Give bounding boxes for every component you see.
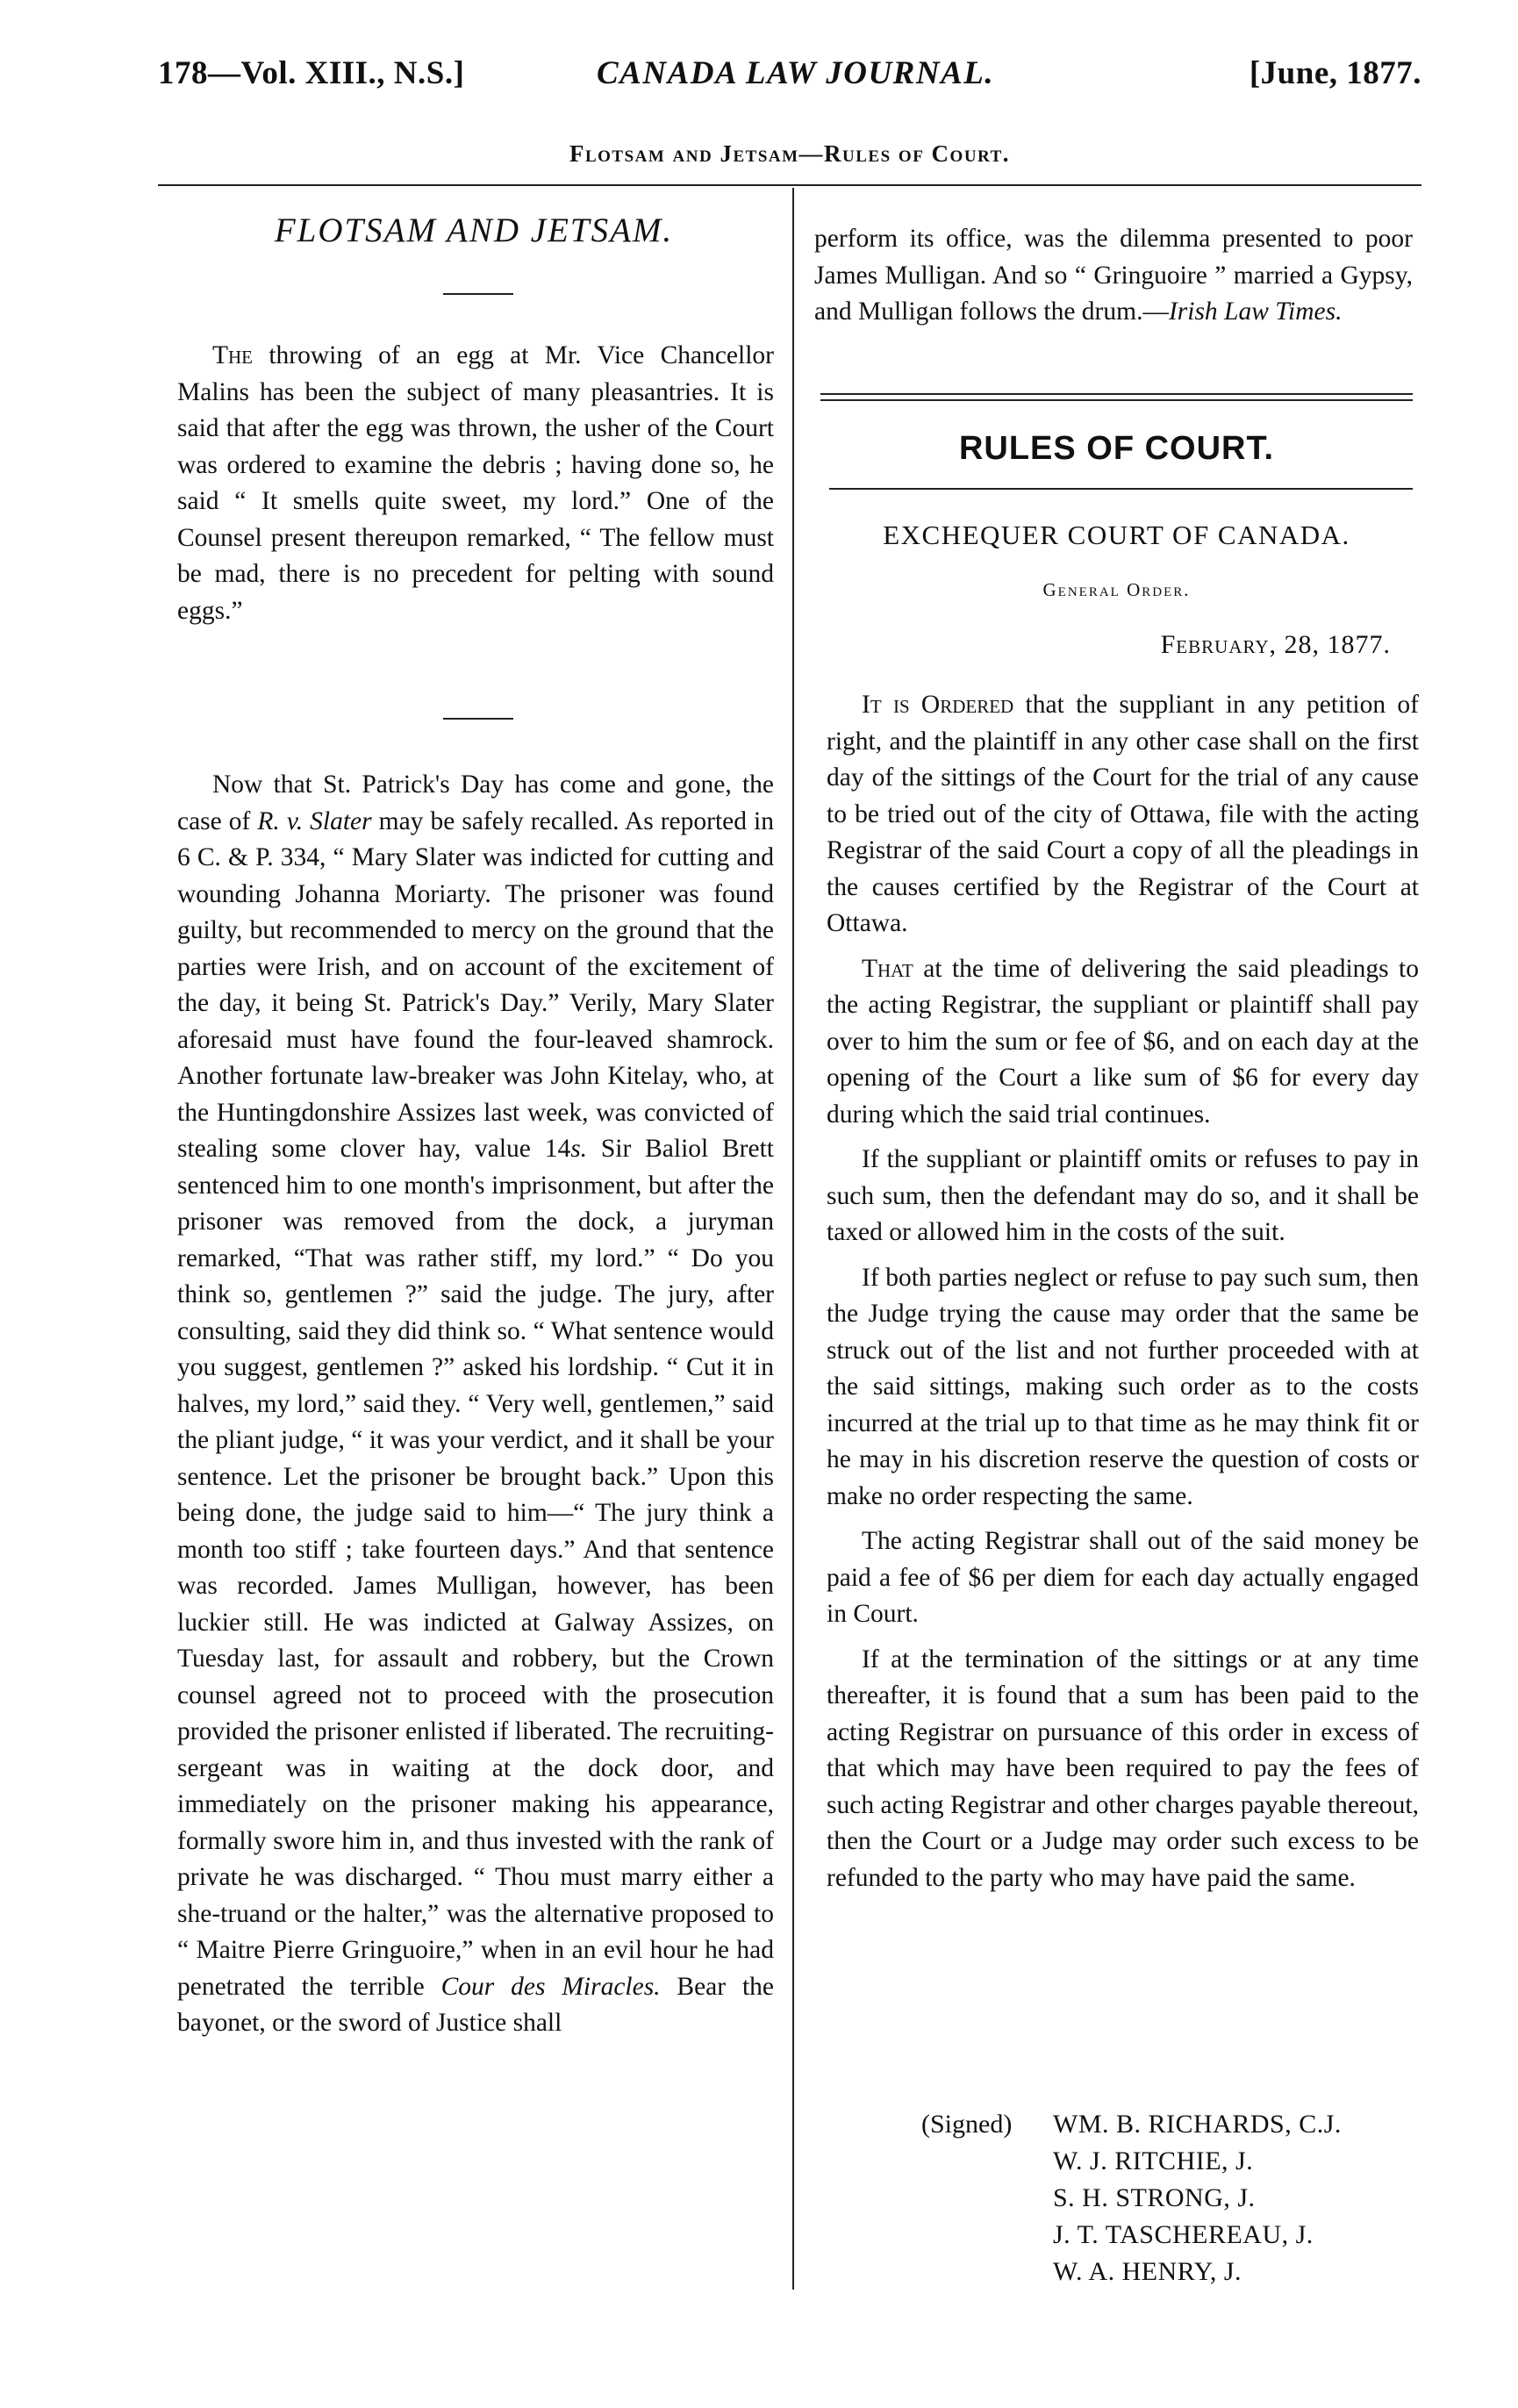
order-type: General Order. xyxy=(1042,579,1191,600)
flotsam-continuation: perform its office, was the dilemma presented to poor James Mulligan. And so “ Gringuoire ” married a Gypsy, and Mulligan follows the drum.—Irish Law Times. xyxy=(814,225,1413,326)
flotsam-paragraph-2: Now that St. Patrick's Day has come and gone, the case of R. v. Slater may be safely recalled. As reported in 6 C. & P. 334, “ Mary Slater was indicted for cutting and wounding Johanna Moriarty. The prisoner was found guilty, but recommended to mercy on the ground that the parties were Irish, and on account of the excitement of the day, it being St. Patrick's Day.” Verily, Mary Slater aforesaid must have found the four-leaved shamrock. Another fortunate law-breaker was John Kitelay, who, at the Huntingdonshire Assizes last week, was convicted of stealing some clover hay, value 14s. Sir Baliol Brett sentenced him to one month's imprisonment, but after the prisoner was removed from the dock, a juryman remarked, “That was rather stiff, my lord.” “ Do you think so, gentlemen ?” said the judge. The jury, after consulting, said they did think so. “ What sentence would you suggest, gentlemen ?” asked his lordship. “ Cut it in halves, my lord,” said they. “ Very well, gentlemen,” said the pliant judge, “ it was your verdict, and it shall be your sentence. Let the prisoner be brought back.” Upon this being done, the judge said to him—“ The jury think a month too stiff ; take fourteen days.” And that sentence was recorded. James Mulligan, however, has been luckier still. He was indicted at Galway Assizes, on Tuesday last, for assault and robbery, but the Crown counsel agreed not to proceed with the prosecution provided the prisoner enlisted if liberated. The recruiting-sergeant was in waiting at the dock door, and immediately on the prisoner making his appearance, formally swore him in, and thus invested with the rank of private he was discharged. “ Thou must marry either a she-truand or the halter,” was the alternative proposed to “ Maitre Pierre Gringuoire,” when in an evil hour he had penetrated the terrible Cour des Miracles. Bear the bayonet, or the sword of Justice shall xyxy=(177,770,774,2037)
rule-paragraph-4: If both parties neglect or refuse to pay such sum, then the Judge trying the cause may order that the same be struck out of the list and not further proceeded with at the said sittings, making such order as to the costs incurred at the trial up to that time as he may think fit or he may in his discretion reserve the question of costs or make no order respecting the same. xyxy=(827,1263,1419,1510)
signed-label: (Signed) xyxy=(921,2110,1013,2139)
rules-title: RULES OF COURT. xyxy=(958,430,1275,467)
volume-label: 178—Vol. XIII., N.S.] xyxy=(158,55,465,91)
source-citation: Irish Law Times. xyxy=(1168,297,1343,326)
signatory-list xyxy=(1053,2106,1342,2290)
signatory: W. A. HENRY, J. xyxy=(1053,2257,1242,2286)
rules-rule xyxy=(829,488,1413,490)
title-underline xyxy=(443,293,513,295)
signatory: WM. B. RICHARDS, C.J. xyxy=(1053,2110,1342,2139)
header-rule xyxy=(158,184,1421,186)
flotsam-paragraph-1: The throwing of an egg at Mr. Vice Chancellor Malins has been the subject of many pleasantries. It is said that after the egg was thrown, the usher of the Court was ordered to examine the debris ; having done so, he said “ It smells quite sweet, my lord.” One of the Counsel present thereupon remarked, “ The fellow must be mad, there is no precedent for pelting with sound eggs.” xyxy=(177,341,774,625)
double-rule-top xyxy=(820,393,1413,395)
running-header xyxy=(158,54,1421,98)
rule-paragraph-3: If the suppliant or plaintiff omits or refuses to pay in such sum, then the defendant may do so, and it shall be taxed or allowed him in the costs of the suit. xyxy=(827,1145,1419,1246)
section-subhead: Flotsam and Jetsam—Rules of Court. xyxy=(569,140,1011,167)
signatory: J. T. TASCHEREAU, J. xyxy=(1053,2220,1314,2249)
double-rule-bottom xyxy=(820,399,1413,401)
rules-body: It is Ordered that the suppliant in any petition of right, and the plaintiff in any other case shall on the first day of the sittings of the Court for the trial of any cause to be tried out of the city of Ottawa, file with the acting Registrar of the said Court a copy of all the pleadings in the causes certified by the Registrar of the Court at Ottawa. That at the time of delivering the said pleadings to the acting Registrar, the suppliant or plaintiff shall pay over to him the sum or fee of $6, and on each day at the opening of the Court a like sum of $6 for every day during which the said trial continues. If the suppliant or plaintiff omits or refuses to pay in such sum, then the defendant may do so, and it shall be taxed or allowed him in the costs of the suit. If both parties neglect or refuse to pay such sum, then the Judge trying the cause may order that the same be struck out of the list and not further proceeded with at the said sittings, making such order as to the costs incurred at the trial up to that time as he may think fit or he may in his discretion reserve the question of costs or make no order respecting the same. The acting Registrar shall out of the said money be paid a fee of $6 per diem for each day actually engaged in Court. If at the termination of the sittings or at any time thereafter, it is found that a sum has been paid to the acting Registrar on pursuance of this order in excess of that which may have been required to pay the fees of such acting Registrar and other charges payable thereout, then the Court or a Judge may order such excess to be refunded to the party who may have paid the same. xyxy=(827,687,1419,1896)
rule-paragraph-5: The acting Registrar shall out of the said money be paid a fee of $6 per diem for each day actually engaged in Court. xyxy=(827,1527,1419,1628)
journal-title: CANADA LAW JOURNAL. xyxy=(597,55,995,91)
signatory: W. J. RITCHIE, J. xyxy=(1053,2146,1254,2175)
issue-date: [June, 1877. xyxy=(1249,55,1421,91)
flotsam-title: FLOTSAM AND JETSAM. xyxy=(274,211,674,249)
case-citation: R. v. Slater xyxy=(257,806,372,835)
column-divider xyxy=(792,188,794,2290)
signatory: S. H. STRONG, J. xyxy=(1053,2183,1256,2212)
rule-paragraph-6: If at the termination of the sittings or at any time thereafter, it is found that a sum has been paid to the acting Registrar on pursuance of this order in excess of that which may have been required to pay the fees of such acting Registrar and other charges payable thereout, then the Court or a Judge may order such excess to be refunded to the party who may have paid the same. xyxy=(827,1645,1419,1892)
section-separator xyxy=(443,718,513,720)
order-date: February, 28, 1877. xyxy=(1160,630,1391,659)
court-name: EXCHEQUER COURT OF CANADA. xyxy=(883,520,1350,550)
drop-lead: The xyxy=(212,341,254,369)
